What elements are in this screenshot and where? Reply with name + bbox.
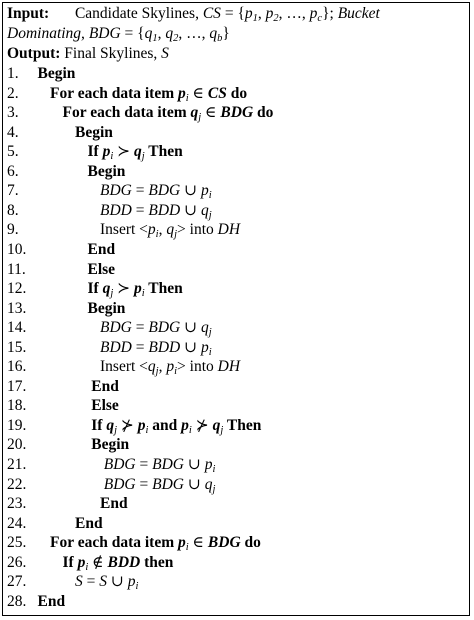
q-symbol: q (209, 25, 218, 42)
line-token: ∪ (183, 475, 205, 493)
line-text (88, 162, 126, 182)
line-number: 25. (7, 534, 27, 552)
line-token: Begin (87, 162, 126, 180)
line-number: 28. (7, 592, 27, 610)
line-token: q (200, 319, 209, 337)
ellipsis: …, (186, 25, 206, 42)
line-token: ≻ (113, 143, 134, 161)
line-token: j (114, 424, 117, 436)
line-token: , (158, 221, 167, 239)
line-token: ≻ (113, 280, 134, 298)
line-token: and (148, 416, 182, 434)
line-number: 6. (7, 162, 19, 180)
subscript: c (317, 13, 323, 24)
line-number: 2. (7, 84, 19, 102)
line-token: ∪ (183, 456, 205, 473)
line-token: BDD (100, 201, 132, 219)
equals-sign: = (124, 25, 134, 42)
line-token: p (181, 416, 189, 434)
line-token: BDG (148, 319, 181, 337)
line-token: q (134, 143, 142, 161)
line-token: i (85, 561, 89, 573)
comma: , (157, 25, 162, 42)
line-token: i (185, 542, 189, 554)
line-number: 22. (7, 475, 27, 493)
line-number: 14. (7, 319, 27, 337)
line-token: i (212, 464, 216, 475)
line-token: p (178, 534, 186, 552)
line-token: BDG (103, 475, 136, 493)
algorithm-line (3, 416, 463, 436)
line-token: Else (87, 260, 116, 278)
line-token: = (82, 573, 100, 591)
line-number: 5. (7, 143, 19, 161)
line-token: BDD (107, 553, 141, 571)
algorithm-line (3, 181, 463, 201)
line-token: q (147, 358, 156, 376)
line-token: S (75, 573, 83, 591)
line-token: ⊁ (117, 416, 138, 434)
line-token: q (204, 475, 213, 493)
line-token: i (141, 288, 145, 300)
line-token: j (212, 483, 216, 495)
line-token: do (226, 84, 248, 102)
line-token: i (185, 92, 189, 104)
comma: , (178, 25, 183, 42)
line-number: 7. (7, 182, 19, 200)
line-text (88, 240, 116, 260)
algorithm-line (3, 299, 463, 319)
line-token: q (106, 416, 115, 434)
algorithm-line (3, 435, 463, 455)
line-token: j (220, 424, 224, 436)
line-token: = (135, 475, 153, 493)
set-close: }; (322, 5, 334, 22)
line-token: BDD (148, 201, 181, 219)
line-number: 1. (7, 65, 19, 82)
dominating-word: Dominating, (7, 25, 85, 42)
line-token: then (140, 553, 174, 571)
line-token: q (166, 221, 175, 239)
line-token: i (174, 366, 178, 378)
cs-symbol: CS (202, 5, 221, 22)
line-token: j (110, 288, 114, 300)
line-number: 21. (7, 456, 27, 473)
line-number: 23. (7, 495, 27, 513)
set-close: } (222, 25, 230, 42)
line-token: For each data item (62, 104, 191, 122)
line-token: Insert < (100, 221, 148, 239)
line-token: j (208, 327, 212, 339)
line-token: p (166, 358, 175, 376)
line-token: BDD (148, 338, 181, 356)
line-number: 12. (7, 280, 27, 298)
algorithm-line (3, 455, 463, 475)
line-token: = (135, 456, 153, 473)
algorithm-line (3, 553, 463, 573)
line-number: 27. (7, 573, 27, 591)
line-token: For each data item (50, 84, 178, 102)
line-token: p (134, 280, 142, 298)
line-number: 17. (7, 377, 27, 395)
line-token: p (204, 456, 213, 473)
line-text (38, 592, 66, 612)
line-text (38, 64, 76, 84)
line-token: End (100, 495, 128, 513)
line-token: p (137, 416, 146, 434)
line-token: j (174, 229, 178, 241)
line-token: q (190, 104, 199, 122)
algorithm-line (3, 64, 463, 84)
line-token: ∈ (188, 84, 208, 102)
line-text (88, 260, 116, 280)
algorithm-line (3, 103, 463, 123)
line-token: i (155, 229, 159, 241)
line-token: q (102, 280, 111, 298)
line-token: BDG (100, 182, 132, 200)
p-symbol: p (265, 5, 274, 22)
line-token: i (145, 424, 149, 436)
line-number: 26. (7, 553, 27, 571)
set-open: { (237, 5, 245, 22)
line-text (88, 299, 126, 319)
line-token: ∈ (201, 104, 221, 122)
algorithm-line (3, 494, 463, 514)
line-token: = (131, 338, 149, 356)
line-token: Else (91, 397, 119, 415)
comma: , (257, 5, 262, 22)
line-token: ⊁ (191, 416, 213, 434)
q-symbol: q (144, 25, 153, 42)
line-token: End (91, 377, 119, 395)
line-token: i (188, 424, 192, 436)
line-number: 18. (7, 397, 27, 415)
line-token: j (141, 151, 145, 163)
line-token: p (77, 553, 86, 571)
subscript: 1 (152, 33, 158, 44)
line-number: 13. (7, 299, 27, 317)
line-token: ∉ (88, 553, 108, 571)
line-token: i (135, 581, 139, 593)
line-token: If (87, 143, 103, 161)
algorithm-line (3, 475, 463, 495)
line-token: j (208, 209, 212, 221)
algorithm-line (3, 396, 463, 416)
line-token: Then (144, 143, 183, 161)
line-token: ∪ (180, 182, 201, 200)
output-text: Final Skylines, (64, 45, 158, 62)
line-token: p (147, 221, 156, 239)
line-number: 9. (7, 221, 19, 239)
line-token: do (253, 104, 274, 122)
line-text (91, 396, 119, 416)
line-token: End (37, 592, 66, 610)
line-token: End (87, 240, 116, 258)
line-token: = (131, 201, 149, 219)
p-symbol: p (244, 5, 253, 22)
line-number: 11. (7, 260, 26, 278)
algorithm-line (3, 279, 463, 299)
algorithm-line (3, 142, 463, 162)
comma: , (278, 5, 283, 22)
algorithm-line (3, 572, 463, 592)
line-token: ∈ (188, 534, 208, 552)
line-number: 24. (7, 514, 27, 532)
output-label: Output: (7, 45, 61, 62)
line-token: DH (217, 221, 241, 239)
subscript: 2 (173, 33, 179, 44)
s-symbol: S (161, 45, 169, 62)
line-number: 19. (7, 416, 27, 434)
bucket-word: Bucket (337, 5, 380, 22)
line-number: 8. (7, 201, 19, 219)
line-token: p (178, 84, 186, 102)
line-token: BDG (103, 456, 136, 473)
algorithm-line (3, 123, 463, 143)
line-token: Then (223, 416, 262, 434)
line-token: , (158, 358, 167, 376)
line-token: For each data item (50, 534, 178, 552)
line-number: 4. (7, 123, 19, 141)
algorithm-line (3, 533, 463, 553)
line-token: Begin (91, 436, 130, 454)
algorithm-line (3, 162, 463, 182)
subscript: b (217, 33, 223, 44)
line-token: j (198, 112, 202, 124)
line-text (75, 123, 113, 143)
line-token: = (131, 319, 149, 337)
p-symbol: p (309, 5, 318, 22)
subscript: 2 (273, 13, 279, 24)
bdg-symbol: BDG (88, 25, 121, 42)
line-token: If (87, 280, 103, 298)
line-token: p (200, 338, 209, 356)
algorithm-line (3, 84, 463, 104)
line-token: If (62, 553, 78, 571)
line-number: 16. (7, 358, 27, 376)
line-text (75, 514, 103, 534)
algorithm-line (3, 338, 463, 358)
line-token: i (208, 190, 212, 202)
line-token: do (240, 534, 261, 552)
line-token: Begin (37, 65, 76, 82)
line-token: p (127, 573, 136, 591)
line-token: ∪ (180, 319, 201, 337)
q-symbol: q (165, 25, 174, 42)
line-token: CS (207, 84, 227, 102)
line-token: If (91, 416, 107, 434)
set-open: { (137, 25, 145, 42)
line-token: S (99, 573, 107, 591)
equals-sign: = (224, 5, 234, 22)
ellipsis: …, (286, 5, 306, 22)
line-text (100, 494, 128, 514)
line-token: BDG (220, 104, 254, 122)
line-token: j (155, 366, 159, 378)
algorithm-line (3, 260, 463, 280)
line-number: 15. (7, 338, 27, 356)
line-token: p (102, 143, 111, 161)
input-text: Candidate Skylines, (74, 5, 199, 22)
algorithm-line (3, 220, 463, 240)
algorithm-line (3, 318, 463, 338)
output-line (7, 44, 463, 64)
line-token: End (75, 514, 103, 532)
line-token: i (208, 346, 212, 358)
line-token: ∪ (180, 338, 201, 356)
line-token: i (110, 151, 114, 163)
algorithm-line (3, 240, 463, 260)
line-token: DH (217, 358, 241, 376)
subscript: 1 (252, 13, 258, 24)
line-token: BDG (207, 534, 241, 552)
line-token: BDD (100, 338, 132, 356)
line-token: Insert < (100, 358, 148, 376)
line-token: ∪ (180, 201, 201, 219)
line-token: = (131, 182, 149, 200)
line-token: p (200, 182, 209, 200)
line-token: > into (177, 358, 218, 376)
line-token: Then (144, 280, 183, 298)
line-number: 3. (7, 104, 19, 122)
input-label: Input: (7, 5, 50, 22)
algorithm-line (3, 592, 463, 612)
line-token: BDG (152, 475, 184, 493)
line-number: 20. (7, 436, 27, 454)
line-token: Begin (87, 299, 126, 317)
line-token: > into (177, 221, 218, 239)
algorithm-line (3, 357, 463, 377)
algorithm-line (3, 201, 463, 221)
line-text (91, 377, 119, 397)
line-token: q (200, 201, 209, 219)
line-token: q (212, 416, 221, 434)
line-number: 10. (7, 240, 27, 258)
line-token: BDG (152, 456, 184, 473)
line-token: BDG (148, 182, 181, 200)
line-token: Begin (75, 123, 113, 141)
line-text (91, 435, 129, 455)
algorithm-line (3, 514, 463, 534)
algorithm-line (3, 377, 463, 397)
line-token: ∪ (107, 573, 128, 591)
line-token: BDG (100, 319, 132, 337)
algorithm-box (2, 2, 470, 616)
